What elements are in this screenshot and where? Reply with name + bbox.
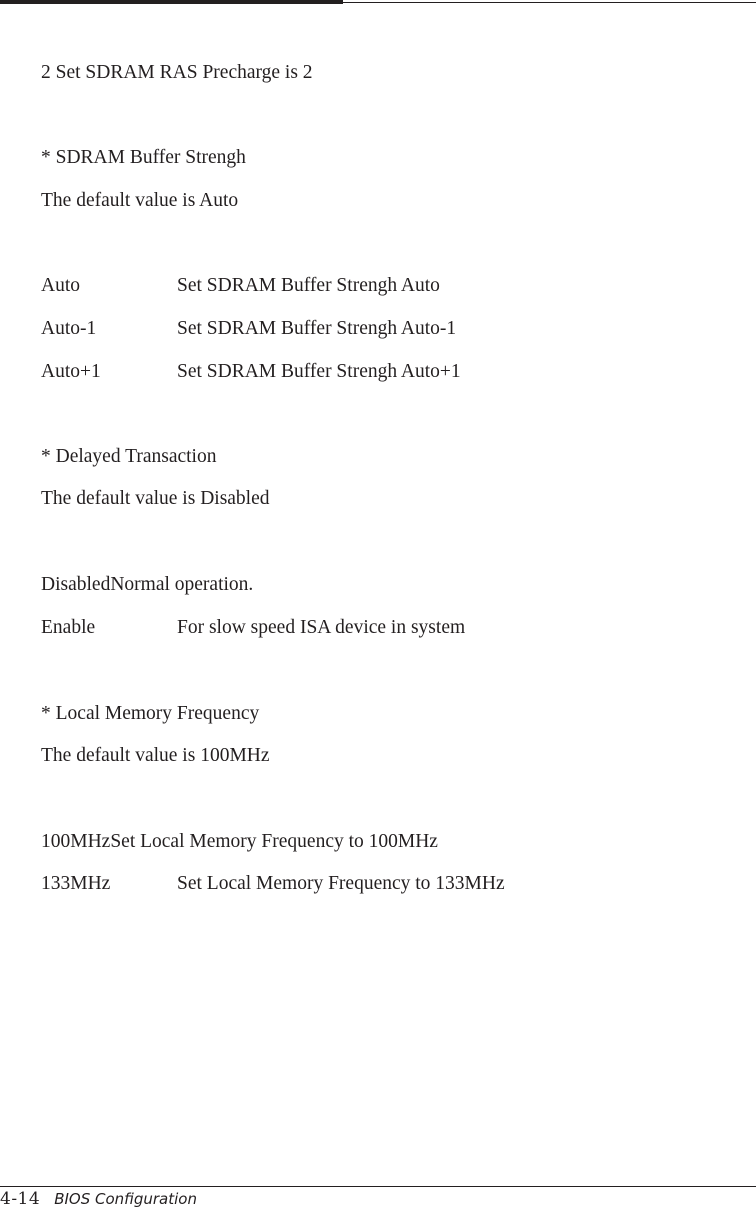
option-value: Auto-1 bbox=[41, 318, 97, 339]
buffer-strength-default: The default value is Auto bbox=[41, 190, 239, 211]
option-description: Set Local Memory Frequency to 133MHz bbox=[177, 873, 505, 894]
option-row bbox=[41, 872, 505, 896]
ras-precharge-line: 2 Set SDRAM RAS Precharge is 2 bbox=[41, 62, 313, 83]
header-rule-thin bbox=[343, 2, 756, 3]
memory-frequency-default: The default value is 100MHz bbox=[41, 745, 270, 766]
option-description: Normal operation. bbox=[110, 574, 254, 595]
delayed-transaction-default: The default value is Disabled bbox=[41, 488, 270, 509]
option-description: Set SDRAM Buffer Strengh Auto bbox=[177, 275, 440, 296]
option-description: Set Local Memory Frequency to 100MHz bbox=[110, 831, 438, 852]
option-description: For slow speed ISA device in system bbox=[177, 617, 466, 638]
option-row bbox=[41, 573, 253, 597]
memory-frequency-heading: * Local Memory Frequency bbox=[41, 703, 260, 724]
option-description: Set SDRAM Buffer Strengh Auto+1 bbox=[177, 361, 461, 382]
option-row bbox=[41, 830, 438, 854]
option-value: Auto bbox=[41, 275, 80, 296]
option-value: Disabled bbox=[41, 574, 111, 595]
option-value: Enable bbox=[41, 617, 96, 638]
option-description: Set SDRAM Buffer Strengh Auto-1 bbox=[177, 318, 457, 339]
footer-rule bbox=[0, 1186, 756, 1187]
option-value: 133MHz bbox=[41, 873, 111, 894]
page-number: 4-14 bbox=[0, 1189, 41, 1209]
option-row bbox=[41, 317, 456, 341]
header-rule-thick bbox=[0, 0, 343, 4]
delayed-transaction-heading: * Delayed Transaction bbox=[41, 446, 217, 467]
section-title: BIOS Configuration bbox=[54, 1190, 197, 1208]
option-row bbox=[41, 616, 465, 640]
option-value: 100MHz bbox=[41, 831, 111, 852]
option-row bbox=[41, 360, 461, 384]
option-value: Auto+1 bbox=[41, 361, 101, 382]
buffer-strength-heading: * SDRAM Buffer Strengh bbox=[41, 147, 246, 168]
page-footer bbox=[0, 1188, 197, 1210]
option-row bbox=[41, 274, 440, 298]
